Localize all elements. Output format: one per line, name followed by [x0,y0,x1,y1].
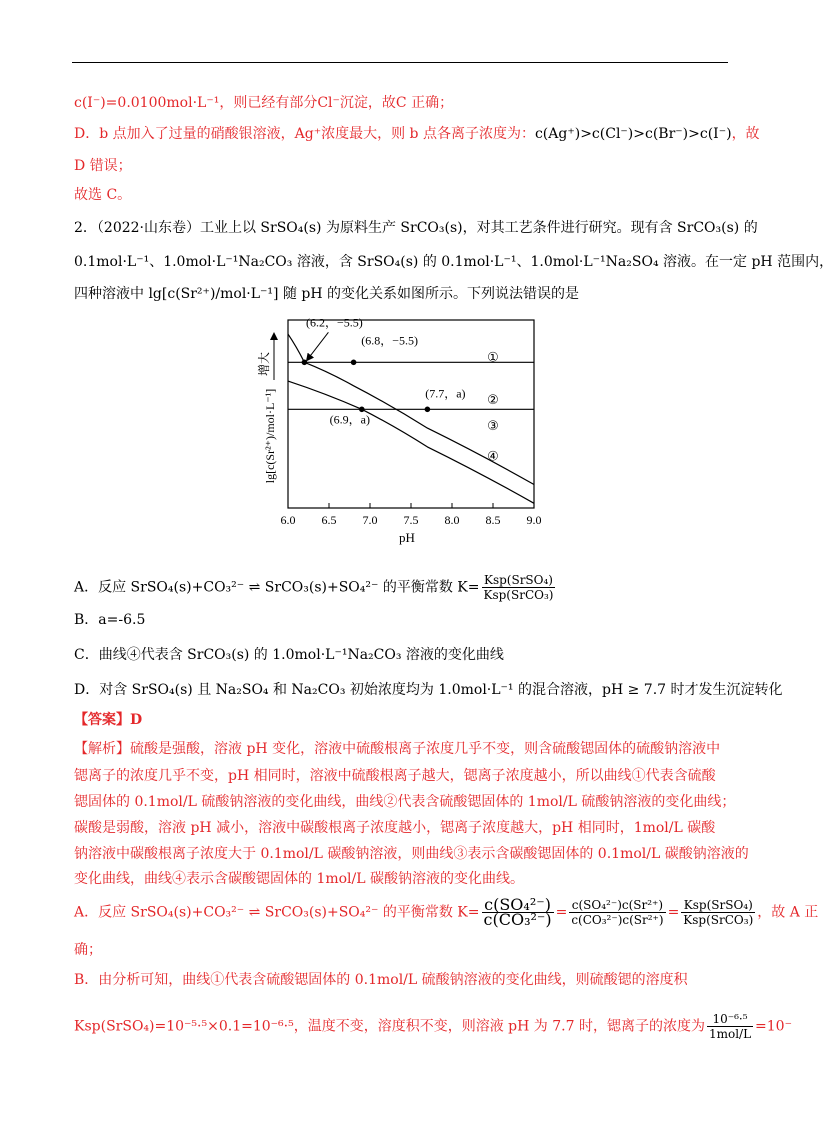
prev-text-4: 故选 C。 [74,187,132,203]
prev-text-1: c(I⁻)=0.0100mol·L⁻¹，则已经有部分Cl⁻沉淀，故C 正确； [74,95,454,111]
annotation-label: (6.9，a) [329,412,370,427]
explanation-b-2: Ksp(SrSO₄)=10⁻⁵·⁵×0.1=10⁻⁶·⁵，温度不变，溶度积不变，则溶液 pH 为 7.7 时，锶离子的浓度为 $\frac{\text{10⁻⁶·⁵}}{\text{1mol/L}}$ =10⁻ [74,1012,792,1041]
explanation-line-4: 碳酸是弱酸，溶液 pH 减小，溶液中碳酸根离子浓度越小，锶离子浓度越大，pH 相同时，1mol/L 碳酸 [74,820,716,836]
annotation-point [351,360,357,366]
chart [252,312,552,552]
annotation-label: (6.2，−5.5) [306,315,363,330]
x-tick-label: 9.0 [526,513,542,527]
explanation-line-1: 【解析】硫酸是强酸，溶液 pH 变化，溶液中硫酸根离子浓度几乎不变，则含硫酸锶固体的硫酸钠溶液中 [74,741,721,757]
x-tick-label: 7.0 [362,513,378,527]
y-increase-label: 增大 [257,351,271,377]
x-tick-label: 6.0 [280,513,296,527]
annotation-arrow [308,332,328,358]
explanation-b-1: B．由分析可知，曲线①代表含硫酸锶固体的 0.1mol/L 硫酸钠溶液的变化曲线，则硫酸锶的溶度积 [74,972,688,988]
option-b: B．a=-6.5 [74,612,146,628]
annotation-point [425,407,431,413]
explanation-line-5: 钠溶液中碳酸根离子浓度大于 0.1mol/L 碳酸钠溶液，则曲线③表示含碳酸锶固体的 0.1mol/L 碳酸钠溶液的 [74,846,749,862]
x-tick-label: 8.0 [444,513,460,527]
prev-text-3: D 错误； [74,158,132,174]
option-d: D．对含 SrSO₄(s) 且 Na₂SO₄ 和 Na₂CO₃ 初始浓度均为 1.0mol·L⁻¹ 的混合溶液，pH ≥ 7.7 时才发生沉淀转化 [74,682,783,698]
plot-frame [288,320,534,508]
series-label-1: ① [487,350,499,366]
question-2-line-1: 2．（2022·山东卷）工业上以 SrSO₄(s) 为原料生产 SrCO₃(s)，对其工艺条件进行研究。现有含 SrCO₃(s) 的 [74,220,758,236]
option-c: C．曲线④代表含 SrCO₃(s) 的 1.0mol·L⁻¹Na₂CO₃ 溶液的变化曲线 [74,647,504,663]
annotation-label: (6.8，−5.5) [361,333,418,348]
y-axis-label: lg[c(Sr²⁺)/mol·L⁻¹] [263,388,277,484]
header-rule [72,62,728,63]
annotation-point [359,407,365,413]
series-label-3: ③ [487,418,499,434]
explanation-line-2: 锶离子的浓度几乎不变，pH 相同时，溶液中硫酸根离子越大，锶离子浓度越小，所以曲线①代表含硫酸 [74,768,716,784]
series-label-4: ④ [487,449,499,465]
annotation-label: (7.7，a) [425,386,466,401]
explanation-a: A．反应 SrSO₄(s)+CO₃²⁻ ⇌ SrCO₃(s)+SO₄²⁻ 的平衡常数 K= $\frac{\text{c(SO₄²⁻)}}{\text{c(CO₃²⁻)}}$ = $\frac{\text{c(SO₄²⁻)c(Sr²⁺)}}{\text{c(CO₃²⁻)c(Sr²⁺)}}$ = $\frac{\text{Ksp(SrSO₄)}}{\text{Ksp(SrCO₃)}}$ ，故 A 正 [74,895,819,929]
explanation-line-6: 变化曲线，曲线④表示含碳酸锶固体的 1mol/L 碳酸钠溶液的变化曲线。 [74,871,525,887]
answer-label: 【答案】D [74,712,143,728]
x-tick-label: 6.5 [321,513,337,527]
x-tick-label: 7.5 [403,513,419,527]
option-a: A．反应 SrSO₄(s)+CO₃²⁻ ⇌ SrCO₃(s)+SO₄²⁻ 的平衡常数 K= $\frac{\text{Ksp(SrSO₄)}}{\text{Ksp(SrCO₃)}}$ [74,573,554,602]
question-2-line-3: 四种溶液中 lg[c(Sr²⁺)/mol·L⁻¹] 随 pH 的变化关系如图所示。下列说法错误的是 [74,286,580,302]
annotation-point [302,360,308,366]
prev-text-2: D．b 点加入了过量的硝酸银溶液，Ag⁺浓度最大，则 b 点各离子浓度为：c(Ag⁺)>c(Cl⁻)>c(Br⁻)>c(I⁻)，故 [74,126,760,142]
question-2-line-2: 0.1mol·L⁻¹、1.0mol·L⁻¹Na₂CO₃ 溶液，含 SrSO₄(s) 的 0.1mol·L⁻¹、1.0mol·L⁻¹Na₂SO₄ 溶液。在一定 pH 范围内， [74,254,833,270]
x-axis-label: pH [399,530,415,545]
explanation-line-3: 锶固体的 0.1mol/L 硫酸钠溶液的变化曲线，曲线②代表含硫酸锶固体的 1mol/L 硫酸钠溶液的变化曲线； [74,794,736,810]
explanation-a-cont: 确； [74,942,102,958]
series-label-2: ② [487,392,499,408]
x-tick-label: 8.5 [485,513,501,527]
